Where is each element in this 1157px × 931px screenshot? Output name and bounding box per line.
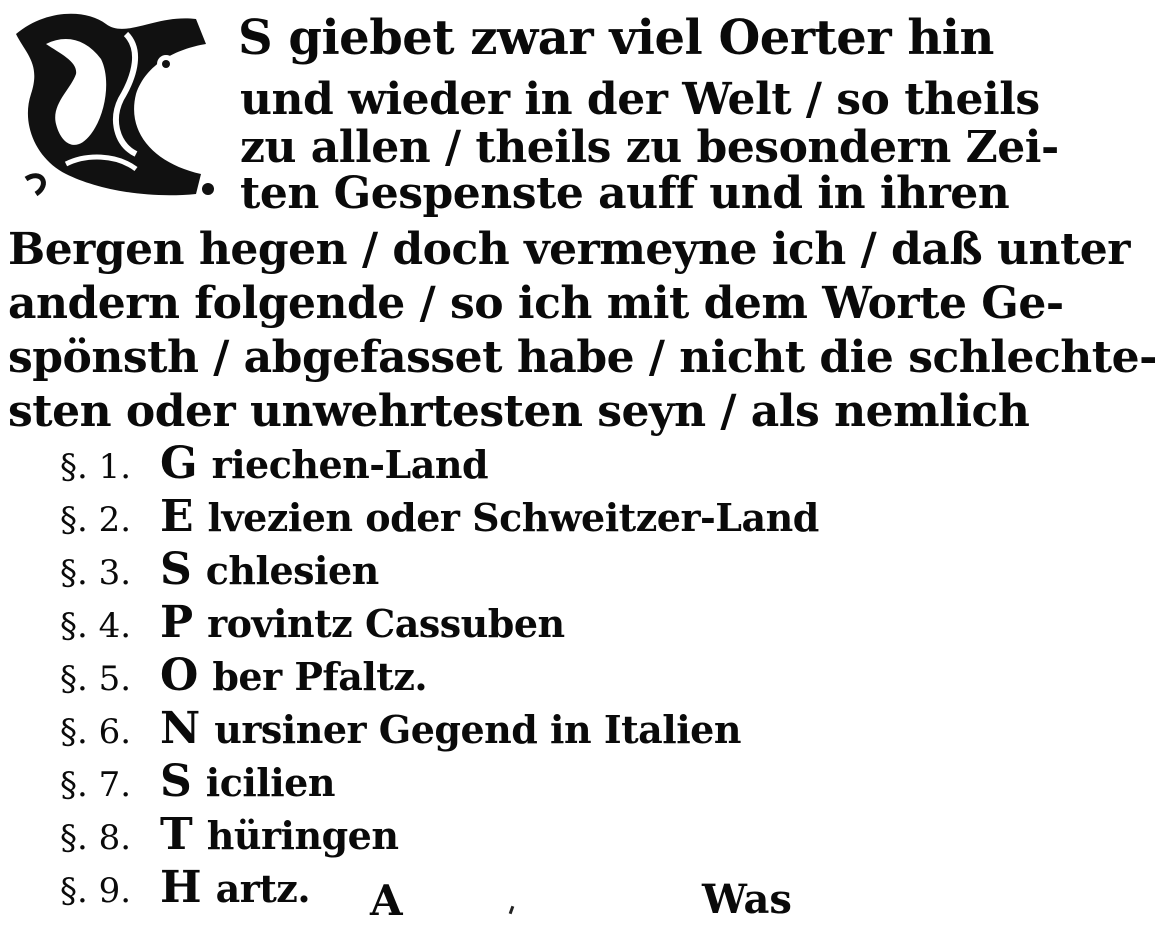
body-line-4: ten Gespenste auff und in ihren — [240, 168, 1010, 219]
toc-item — [60, 756, 819, 809]
toc-title: ursiner Gegend in Italien — [214, 707, 741, 752]
section-number: §. 6. — [60, 712, 132, 752]
initial-letter: S — [160, 544, 192, 595]
decorated-initial — [6, 4, 218, 200]
toc-item — [60, 491, 819, 544]
toc-item — [60, 650, 819, 703]
signature-mark: A — [370, 876, 403, 925]
section-number: §. 7. — [60, 765, 132, 805]
toc-title: icilien — [205, 760, 335, 805]
section-number: §. 9. — [60, 871, 132, 911]
toc-title: lvezien oder Schweitzer-Land — [207, 495, 819, 540]
toc-title: artz. — [215, 866, 311, 911]
initial-letter: O — [160, 650, 199, 701]
toc-item — [60, 597, 819, 650]
body-line-2: und wieder in der Welt / so theils — [240, 74, 1040, 125]
initial-letter: S — [160, 756, 192, 807]
toc-item — [60, 544, 819, 597]
initial-letter: H — [160, 862, 202, 913]
section-number: §. 2. — [60, 500, 132, 540]
toc-item — [60, 809, 819, 862]
section-number: §. 1. — [60, 447, 132, 487]
section-number: §. 5. — [60, 659, 132, 699]
body-line-6: andern folgende / so ich mit dem Worte Ge- — [8, 278, 1064, 329]
body-line-5: Bergen hegen / doch vermeyne ich / daß unter — [8, 224, 1130, 275]
section-number: §. 8. — [60, 818, 132, 858]
body-line-1: S giebet zwar viel Oerter hin — [238, 10, 994, 66]
ornament-initial-image — [6, 4, 218, 200]
toc-title: ber Pfaltz. — [212, 654, 428, 699]
initial-letter: E — [160, 491, 194, 542]
catchword: Was — [702, 876, 792, 923]
initial-letter: N — [160, 703, 201, 754]
toc-title: chlesien — [205, 548, 379, 593]
table-of-contents — [60, 438, 819, 915]
body-line-3: zu allen / theils zu besondern Zei- — [240, 122, 1059, 173]
section-number: §. 3. — [60, 553, 132, 593]
initial-letter: G — [160, 438, 198, 489]
toc-title: hüringen — [206, 813, 399, 858]
section-number: §. 4. — [60, 606, 132, 646]
body-line-8: sten oder unwehrtesten seyn / als nemlich — [8, 386, 1030, 437]
initial-letter: P — [160, 597, 194, 648]
initial-letter: T — [160, 809, 193, 860]
body-line-7: spönsth / abgefasset habe / nicht die schlechte- — [8, 332, 1157, 383]
toc-title: rovintz Cassuben — [207, 601, 565, 646]
toc-title: riechen-Land — [211, 442, 489, 487]
toc-item — [60, 703, 819, 756]
toc-item — [60, 438, 819, 491]
